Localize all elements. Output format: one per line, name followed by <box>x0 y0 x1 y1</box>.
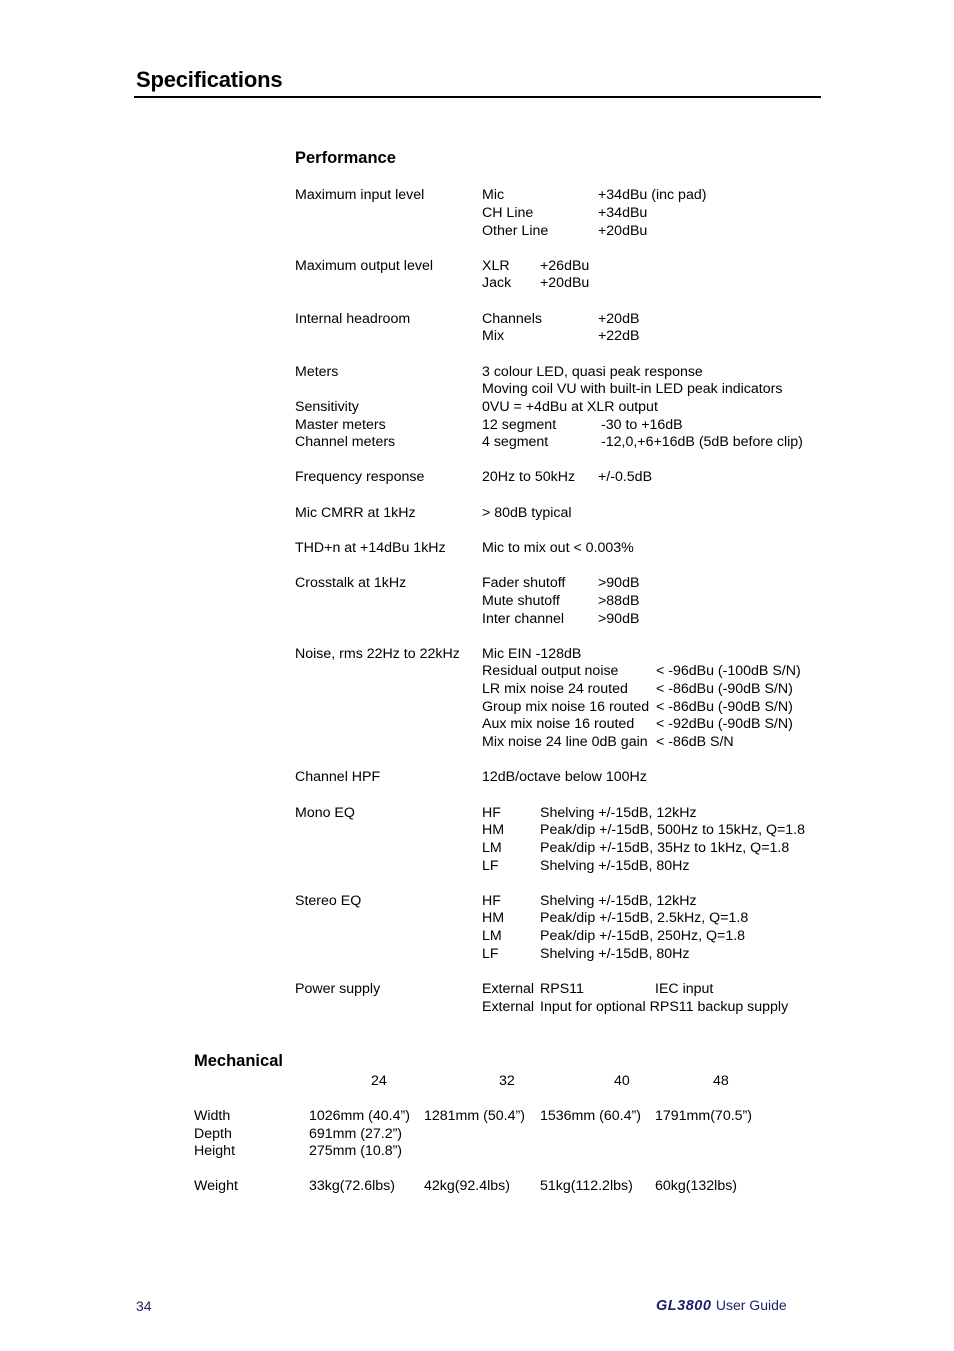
performance-spec-text: 4 segment <box>482 434 549 450</box>
performance-spec-text: XLR <box>482 258 510 274</box>
mechanical-spec-text: 1281mm (50.4”) <box>424 1108 525 1124</box>
performance-spec-text: Aux mix noise 16 routed <box>482 716 635 732</box>
performance-spec-text: +26dBu <box>540 258 590 274</box>
mechanical-spec-text: 51kg(112.2lbs) <box>540 1178 633 1194</box>
mechanical-spec-text: 60kg(132lbs) <box>655 1178 738 1194</box>
mechanical-spec-text: 1536mm (60.4”) <box>540 1108 641 1124</box>
performance-spec-text: 12dB/octave below 100Hz <box>482 769 647 785</box>
performance-spec-text: +20dBu <box>540 275 590 291</box>
performance-spec-text: HM <box>482 822 505 838</box>
performance-spec-text: Mute shutoff <box>482 593 560 609</box>
mechanical-spec-text: 32 <box>499 1073 515 1089</box>
performance-spec-text: Master meters <box>295 417 386 433</box>
performance-spec-text: Maximum output level <box>295 258 433 274</box>
performance-spec-text: LM <box>482 840 502 856</box>
performance-spec-text: Group mix noise 16 routed <box>482 699 650 715</box>
performance-spec-text: Shelving +/-15dB, 12kHz <box>540 893 697 909</box>
performance-spec-text: Mic to mix out < 0.003% <box>482 540 634 556</box>
performance-spec-text: < -86dBu (-90dB S/N) <box>656 699 793 715</box>
mechanical-spec-text: 275mm (10.8”) <box>309 1143 403 1159</box>
footer-brand <box>656 1298 787 1314</box>
performance-spec-text: Residual output noise <box>482 663 619 679</box>
performance-spec-text: Peak/dip +/-15dB, 500Hz to 15kHz, Q=1.8 <box>540 822 805 838</box>
performance-spec-text: HF <box>482 805 501 821</box>
performance-spec-text: Input for optional RPS11 backup supply <box>540 999 789 1015</box>
performance-spec-text: Channels <box>482 311 542 327</box>
performance-spec-text: Meters <box>295 364 339 380</box>
performance-spec-text: CH Line <box>482 205 534 221</box>
performance-spec-text: < -92dBu (-90dB S/N) <box>656 716 793 732</box>
performance-spec-text: +/-0.5dB <box>598 469 653 485</box>
performance-spec-text: +20dB <box>598 311 640 327</box>
performance-spec-text: +20dBu <box>598 223 648 239</box>
performance-spec-text: Mic CMRR at 1kHz <box>295 505 416 521</box>
performance-spec-text: Channel meters <box>295 434 396 450</box>
performance-spec-text: IEC input <box>655 981 714 997</box>
performance-spec-text: Maximum input level <box>295 187 425 203</box>
page-number: 34 <box>136 1298 152 1314</box>
performance-spec-text: Mic EIN -128dB <box>482 646 582 662</box>
performance-spec-text: -12,0,+6+16dB (5dB before clip) <box>601 434 803 450</box>
performance-spec-text: Noise, rms 22Hz to 22kHz <box>295 646 460 662</box>
performance-spec-text: Peak/dip +/-15dB, 2.5kHz, Q=1.8 <box>540 910 749 926</box>
mechanical-spec-text: 40 <box>614 1073 630 1089</box>
performance-spec-text: 20Hz to 50kHz <box>482 469 576 485</box>
mechanical-spec-text: 1026mm (40.4”) <box>309 1108 410 1124</box>
performance-spec-text: Peak/dip +/-15dB, 35Hz to 1kHz, Q=1.8 <box>540 840 790 856</box>
performance-spec-text: Power supply <box>295 981 381 997</box>
performance-spec-text: Mix <box>482 328 505 344</box>
performance-spec-text: > 80dB typical <box>482 505 572 521</box>
performance-spec-text: Crosstalk at 1kHz <box>295 575 407 591</box>
mechanical-spec-text: 24 <box>371 1073 387 1089</box>
gl3800-logo: GL3800 <box>656 1298 712 1314</box>
mechanical-spec-text: Weight <box>194 1178 238 1194</box>
performance-spec-text: Frequency response <box>295 469 425 485</box>
performance-spec-text: Stereo EQ <box>295 893 362 909</box>
performance-spec-text: +34dBu (inc pad) <box>598 187 707 203</box>
mechanical-spec-text: Height <box>194 1143 236 1159</box>
performance-spec-text: >90dB <box>598 611 640 627</box>
footer-user-guide: User Guide <box>715 1297 787 1313</box>
performance-spec-text: +22dB <box>598 328 640 344</box>
performance-spec-text: 3 colour LED, quasi peak response <box>482 364 703 380</box>
mechanical-spec-text: 1791mm(70.5”) <box>655 1108 752 1124</box>
performance-spec-text: Channel HPF <box>295 769 381 785</box>
performance-spec-text: LF <box>482 858 499 874</box>
mechanical-spec-text: 691mm (27.2”) <box>309 1126 403 1142</box>
performance-spec-text: Moving coil VU with built-in LED peak indicators <box>482 381 783 397</box>
mechanical-spec-text: 42kg(92.4lbs) <box>424 1178 510 1194</box>
performance-spec-text: >88dB <box>598 593 640 609</box>
performance-spec-text: Internal headroom <box>295 311 411 327</box>
performance-spec-text: < -86dBu (-90dB S/N) <box>656 681 793 697</box>
performance-spec-text: LF <box>482 946 499 962</box>
performance-spec-text: < -96dBu (-100dB S/N) <box>656 663 801 679</box>
performance-spec-text: 12 segment <box>482 417 557 433</box>
performance-spec-text: Shelving +/-15dB, 80Hz <box>540 946 690 962</box>
performance-spec-text: HM <box>482 910 505 926</box>
performance-spec-text: HF <box>482 893 501 909</box>
mechanical-spec-text: 48 <box>713 1073 729 1089</box>
title-divider <box>134 96 821 98</box>
performance-spec-text: Shelving +/-15dB, 80Hz <box>540 858 690 874</box>
performance-spec-text: External <box>482 981 535 997</box>
performance-spec-text: Mic <box>482 187 505 203</box>
performance-spec-text: LR mix noise 24 routed <box>482 681 628 697</box>
performance-spec-text: < -86dB S/N <box>656 734 734 750</box>
performance-spec-text: External <box>482 999 535 1015</box>
performance-spec-text: -30 to +16dB <box>601 417 683 433</box>
performance-spec-text: Other Line <box>482 223 549 239</box>
performance-spec-text: Fader shutoff <box>482 575 566 591</box>
performance-spec-text: 0VU = +4dBu at XLR output <box>482 399 658 415</box>
page-title: Specifications <box>136 67 283 92</box>
performance-spec-text: Mono EQ <box>295 805 355 821</box>
performance-spec-text: LM <box>482 928 502 944</box>
mechanical-spec-text: Depth <box>194 1126 232 1142</box>
performance-spec-text: RPS11 <box>540 981 584 997</box>
performance-spec-text: Inter channel <box>482 611 565 627</box>
performance-spec-text: THD+n at +14dBu 1kHz <box>295 540 446 556</box>
mechanical-spec-text: Width <box>194 1108 231 1124</box>
performance-spec-text: >90dB <box>598 575 640 591</box>
performance-spec-text: Shelving +/-15dB, 12kHz <box>540 805 697 821</box>
performance-spec-text: +34dBu <box>598 205 648 221</box>
performance-spec-text: Sensitivity <box>295 399 359 415</box>
mechanical-spec-text: 33kg(72.6lbs) <box>309 1178 395 1194</box>
mechanical-heading: Mechanical <box>194 1052 283 1070</box>
performance-heading: Performance <box>295 149 396 167</box>
performance-spec-text: Mix noise 24 line 0dB gain <box>482 734 648 750</box>
performance-spec-text: Jack <box>482 275 512 291</box>
performance-spec-text: Peak/dip +/-15dB, 250Hz, Q=1.8 <box>540 928 746 944</box>
